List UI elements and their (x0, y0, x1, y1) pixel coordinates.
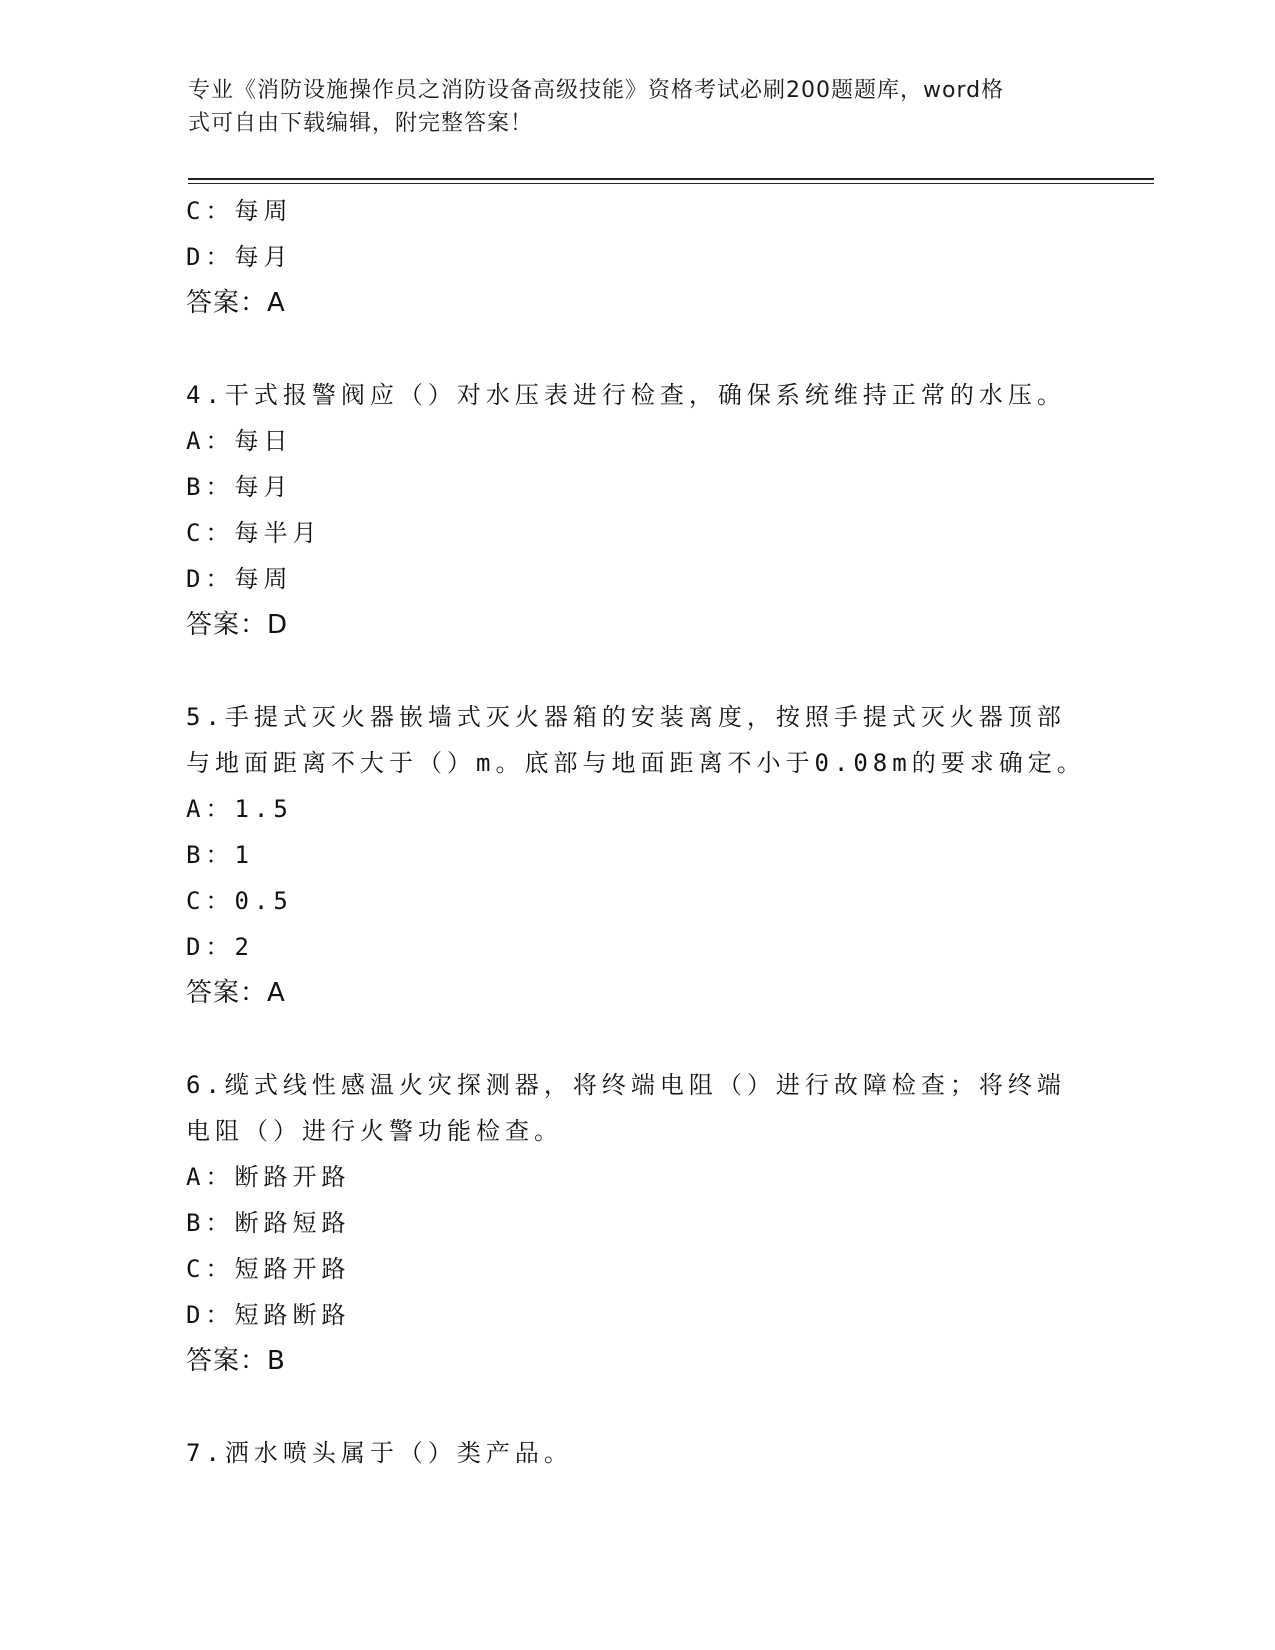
question-stem: 7.洒水喷头属于（）类产品。 (186, 1439, 573, 1467)
question-stem-line-2: 与地面距离不大于（）m。底部与地面距离不小于0.08m的要求确定。 (186, 749, 1086, 777)
spacer (186, 1016, 1086, 1062)
question-stem-line-2: 电阻（）进行火警功能检查。 (186, 1117, 563, 1145)
option-d: D：2 (186, 933, 254, 961)
option-d: D：每月 (186, 243, 293, 271)
option-d: D：短路断路 (186, 1301, 351, 1329)
option-b: B：断路短路 (186, 1209, 351, 1237)
question-6 (186, 1062, 1086, 1384)
header-line-1: 专业《消防设施操作员之消防设备高级技能》资格考试必刷200题题库，word格 (188, 78, 1005, 103)
question-stem-line-1: 6.缆式线性感温火灾探测器，将终端电阻（）进行故障检查；将终端 (186, 1071, 1066, 1099)
option-a: A：每日 (186, 427, 293, 455)
question-stem-line-1: 5.手提式灭火器嵌墙式灭火器箱的安装离度，按照手提式灭火器顶部 (186, 703, 1066, 731)
spacer (186, 326, 1086, 372)
header-divider-thin (188, 183, 1154, 184)
question-3-tail (186, 188, 1086, 326)
option-c: C：每半月 (186, 519, 322, 547)
question-4 (186, 372, 1086, 648)
document-header (188, 74, 1068, 140)
answer: 答案：A (186, 288, 286, 318)
answer: 答案：A (186, 978, 286, 1008)
spacer (186, 648, 1086, 694)
option-b: B：1 (186, 841, 254, 869)
option-d: D：每周 (186, 565, 293, 593)
option-a: A：断路开路 (186, 1163, 351, 1191)
header-divider-thick (188, 178, 1154, 180)
answer: 答案：D (186, 610, 289, 640)
spacer (186, 1384, 1086, 1430)
question-list (186, 188, 1086, 1476)
option-c: C：每周 (186, 197, 293, 225)
question-stem: 4.干式报警阀应（）对水压表进行检查，确保系统维持正常的水压。 (186, 381, 1066, 409)
question-5 (186, 694, 1086, 1016)
option-b: B：每月 (186, 473, 293, 501)
option-a: A：1.5 (186, 795, 293, 823)
header-line-2: 式可自由下载编辑，附完整答案！ (188, 111, 534, 136)
question-7 (186, 1430, 1086, 1476)
answer: 答案：B (186, 1346, 286, 1376)
option-c: C：0.5 (186, 887, 293, 915)
option-c: C：短路开路 (186, 1255, 351, 1283)
